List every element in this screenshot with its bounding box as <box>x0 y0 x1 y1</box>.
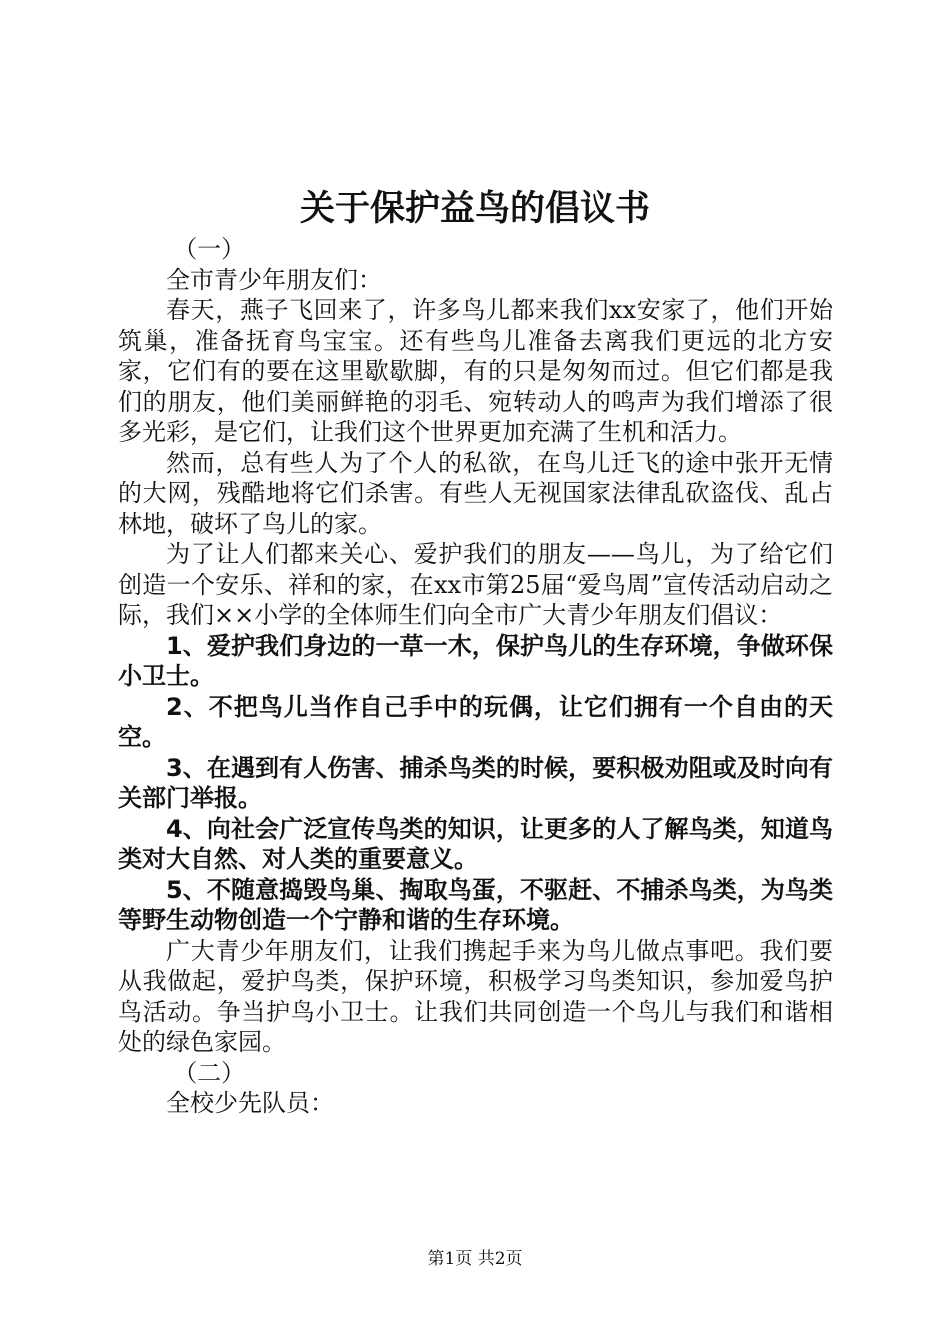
section-heading-1: （一） <box>173 235 246 263</box>
salutation-2: 全校少先队员： <box>166 1089 334 1117</box>
salutation-1: 全市青少年朋友们： <box>166 265 382 294</box>
paragraph-proposal-intro: 为了让人们都来关心、爱护我们的朋友——鸟儿，为了给它们创造一个安乐、祥和的家，在xx市第25届“爱鸟周”宣传活动启动之际，我们××小学的全体师生们向全市广大青少年朋友们倡议： <box>118 540 833 629</box>
proposal-item-5: 5、不随意捣毁鸟巢、掏取鸟蛋，不驱赶、不捕杀鸟类，为鸟类等野生动物创造一个宁静和谐的生存环境。 <box>118 875 833 934</box>
section-heading-2: （二） <box>173 1058 246 1087</box>
paragraph-spring: 春天，燕子飞回来了，许多鸟儿都来我们xx安家了，他们开始筑巢，准备抚育鸟宝宝。还有些鸟儿准备去离我们更远的北方安家，它们有的要在这里歇歇脚，有的只是匆匆而过。但它们都是我们的朋友，他们美丽鲜艳的羽毛、宛转动人的鸣声为我们增添了很多光彩，是它们，让我们这个世界更加充满了生机和活力。 <box>118 296 833 446</box>
page-footer: 第1页 共2页 <box>427 1249 523 1269</box>
proposal-item-3: 3、在遇到有人伤害、捕杀鸟类的时候，要积极劝阻或及时向有关部门举报。 <box>118 753 833 812</box>
document-title: 关于保护益鸟的倡议书 <box>299 189 650 229</box>
paragraph-closing: 广大青少年朋友们，让我们携起手来为鸟儿做点事吧。我们要从我做起，爱护鸟类，保护环境，积极学习鸟类知识，参加爱鸟护鸟活动。争当护鸟小卫士。让我们共同创造一个鸟儿与我们和谐相处的绿色家园。 <box>118 936 833 1056</box>
paragraph-however: 然而，总有些人为了个人的私欲，在鸟儿迁飞的途中张开无情的大网，残酷地将它们杀害。有些人无视国家法律乱砍盗伐、乱占林地，破坏了鸟儿的家。 <box>118 448 833 538</box>
proposal-item-2: 2、不把鸟儿当作自己手中的玩偶，让它们拥有一个自由的天空。 <box>118 692 833 751</box>
proposal-item-4: 4、向社会广泛宣传鸟类的知识，让更多的人了解鸟类，知道鸟类对大自然、对人类的重要意义。 <box>118 814 833 873</box>
document-body <box>118 234 833 1119</box>
proposal-item-1: 1、爱护我们身边的一草一木，保护鸟儿的生存环境，争做环保小卫士。 <box>118 631 833 690</box>
